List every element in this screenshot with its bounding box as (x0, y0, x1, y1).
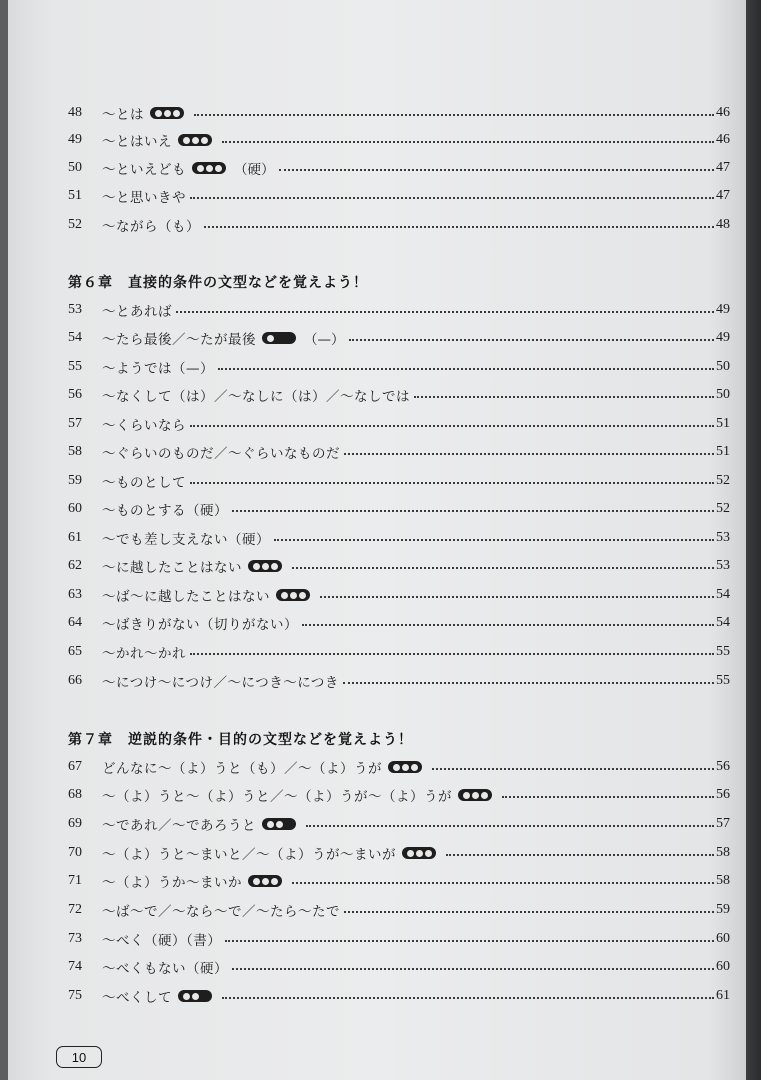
entry-page-number: 60 (716, 959, 730, 974)
entry-title: ～（よ）うか～まいか (102, 875, 242, 891)
entry-page-number: 55 (716, 644, 730, 659)
dot-leader (344, 453, 714, 455)
entry-number: 63 (68, 587, 82, 602)
entry-page-number: 50 (716, 387, 730, 402)
entry-number: 54 (68, 330, 82, 345)
level-dot (271, 878, 278, 885)
toc-entry[interactable] (68, 669, 730, 693)
level-dot (411, 764, 418, 771)
level-dots-icon (276, 589, 310, 601)
toc-entry[interactable] (68, 128, 730, 152)
entry-page-number: 54 (716, 587, 730, 602)
entry-number: 61 (68, 530, 82, 545)
toc-entry[interactable] (68, 526, 730, 550)
toc-entry[interactable] (68, 497, 730, 521)
toc-entry[interactable] (68, 469, 730, 493)
entry-number: 65 (68, 644, 82, 659)
dot-leader (204, 226, 714, 228)
level-dot (192, 993, 199, 1000)
entry-number: 64 (68, 615, 82, 630)
dot-leader (292, 567, 714, 569)
page-folio: 10 (56, 1046, 102, 1068)
entry-title: ～なくして（は）／～なしに（は）／～なしでは (102, 389, 410, 405)
dot-leader (218, 368, 714, 370)
dot-leader (222, 141, 714, 143)
entry-page-number: 52 (716, 501, 730, 516)
entry-title: ～くらいなら (102, 418, 186, 434)
toc-entry[interactable] (68, 783, 730, 807)
level-dot (472, 792, 479, 799)
toc-entry[interactable] (68, 101, 730, 125)
level-dot (183, 993, 190, 1000)
toc-entry[interactable] (68, 184, 730, 208)
entry-title: ～ぐらいのものだ／～ぐらいなものだ (102, 446, 340, 462)
entry-page-number: 46 (716, 132, 730, 147)
entry-number: 50 (68, 160, 82, 175)
entry-title: ～と思いきや (102, 190, 186, 206)
level-dots-icon (248, 560, 282, 572)
dot-leader (344, 911, 714, 913)
entry-title: ～ものとする（硬） (102, 503, 228, 519)
level-dot (173, 110, 180, 117)
entry-title: ～でも差し支えない（硬） (102, 532, 270, 548)
level-dots-icon (458, 789, 492, 801)
toc-entry[interactable] (68, 869, 730, 893)
entry-page-number: 48 (716, 217, 730, 232)
entry-page-number: 61 (716, 988, 730, 1003)
entry-page-number: 58 (716, 845, 730, 860)
entry-number: 73 (68, 931, 82, 946)
dot-leader (190, 197, 714, 199)
entry-title: ～ば～で／～なら～で／～たら～たで (102, 904, 340, 920)
toc-entry[interactable] (68, 898, 730, 922)
toc-entry[interactable] (68, 755, 730, 779)
dot-leader (225, 940, 714, 942)
entry-number: 51 (68, 188, 82, 203)
entry-title: ～かれ～かれ (102, 646, 186, 662)
level-dot (393, 764, 400, 771)
entry-number: 52 (68, 217, 82, 232)
toc-entry[interactable] (68, 440, 730, 464)
level-dot (271, 563, 278, 570)
entry-title: ～ものとして (102, 475, 186, 491)
level-dot (299, 592, 306, 599)
entry-page-number: 57 (716, 816, 730, 831)
level-dot (267, 821, 274, 828)
dot-leader (414, 396, 714, 398)
entry-number: 57 (68, 416, 82, 431)
level-dot (192, 137, 199, 144)
entry-page-number: 53 (716, 558, 730, 573)
level-dot (285, 335, 292, 342)
dot-leader (190, 653, 714, 655)
dot-leader (176, 311, 714, 313)
level-dot (206, 165, 213, 172)
entry-number: 59 (68, 473, 82, 488)
dot-leader (190, 482, 714, 484)
toc-entry[interactable] (68, 554, 730, 578)
level-dot (463, 792, 470, 799)
level-dots-icon (178, 990, 212, 1002)
chapter-heading: 第７章 逆説的条件・目的の文型などを覚えよう！ (68, 732, 413, 748)
dot-leader (446, 854, 714, 856)
entry-page-number: 52 (716, 473, 730, 488)
toc-entry[interactable] (68, 640, 730, 664)
level-dots-icon (192, 162, 226, 174)
book-spine-edge (746, 0, 761, 1080)
toc-page (8, 0, 746, 1080)
entry-title: ～（よ）うと～（よ）うと／～（よ）うが～（よ）うが (102, 789, 452, 805)
entry-page-number: 49 (716, 302, 730, 317)
entry-title: ～ながら（も） (102, 219, 200, 235)
entry-page-number: 56 (716, 759, 730, 774)
level-dot (407, 850, 414, 857)
entry-title: ～に越したことはない (102, 560, 242, 576)
toc-entry[interactable] (68, 955, 730, 979)
dot-leader (292, 882, 714, 884)
entry-page-number: 47 (716, 160, 730, 175)
level-dot (416, 850, 423, 857)
entry-title: ～であれ／～であろうと (102, 818, 256, 834)
entry-page-number: 51 (716, 444, 730, 459)
toc-entry[interactable] (68, 841, 730, 865)
entry-number: 53 (68, 302, 82, 317)
entry-number: 70 (68, 845, 82, 860)
entry-number: 75 (68, 988, 82, 1003)
level-dot (201, 137, 208, 144)
dot-leader (343, 682, 714, 684)
entry-number: 72 (68, 902, 82, 917)
entry-note: （—） (304, 332, 345, 348)
entry-page-number: 46 (716, 105, 730, 120)
dot-leader (274, 539, 714, 541)
dot-leader (222, 997, 714, 999)
level-dot (253, 878, 260, 885)
entry-title: ～といえども (102, 162, 186, 178)
entry-number: 48 (68, 105, 82, 120)
entry-number: 67 (68, 759, 82, 774)
level-dot (276, 821, 283, 828)
entry-page-number: 51 (716, 416, 730, 431)
entry-page-number: 60 (716, 931, 730, 946)
entry-title: ～たら最後／～たが最後 (102, 332, 256, 348)
level-dots-icon (150, 107, 184, 119)
level-dot (267, 335, 274, 342)
level-dot (183, 137, 190, 144)
entry-title: ～とは (102, 107, 144, 123)
entry-title: ～ようでは（—） (102, 361, 214, 377)
dot-leader (194, 114, 714, 116)
level-dot (481, 792, 488, 799)
level-dots-icon (262, 818, 296, 830)
level-dot (164, 110, 171, 117)
entry-page-number: 59 (716, 902, 730, 917)
entry-page-number: 50 (716, 359, 730, 374)
entry-title: ～（よ）うと～まいと／～（よ）うが～まいが (102, 847, 396, 863)
level-dots-icon (248, 875, 282, 887)
level-dot (155, 110, 162, 117)
level-dot (290, 592, 297, 599)
toc-entry[interactable] (68, 984, 730, 1008)
level-dot (197, 165, 204, 172)
entry-number: 60 (68, 501, 82, 516)
entry-number: 71 (68, 873, 82, 888)
entry-title: ～ばきりがない（切りがない） (102, 617, 298, 633)
toc-entry[interactable] (68, 611, 730, 635)
toc-entry[interactable] (68, 383, 730, 407)
toc-entry[interactable] (68, 298, 730, 322)
chapter-heading: 第６章 直接的条件の文型などを覚えよう！ (68, 275, 368, 291)
level-dots-icon (178, 134, 212, 146)
level-dot (285, 821, 292, 828)
level-dot (262, 878, 269, 885)
dot-leader (232, 968, 714, 970)
level-dot (402, 764, 409, 771)
entry-note: （硬） (234, 162, 275, 178)
entry-number: 66 (68, 673, 82, 688)
dot-leader (349, 339, 715, 341)
dot-leader (232, 510, 714, 512)
dot-leader (306, 825, 714, 827)
entry-page-number: 58 (716, 873, 730, 888)
entry-title: ～べくもない（硬） (102, 961, 228, 977)
dot-leader (432, 768, 714, 770)
level-dot (253, 563, 260, 570)
level-dot (262, 563, 269, 570)
dot-leader (302, 624, 714, 626)
toc-entry[interactable] (68, 583, 730, 607)
entry-number: 55 (68, 359, 82, 374)
entry-number: 49 (68, 132, 82, 147)
entry-number: 68 (68, 787, 82, 802)
toc-entry[interactable] (68, 355, 730, 379)
entry-title: ～とあれば (102, 304, 172, 320)
entry-title: ～とはいえ (102, 134, 172, 150)
entry-number: 56 (68, 387, 82, 402)
toc-entry[interactable] (68, 812, 730, 836)
entry-number: 69 (68, 816, 82, 831)
toc-entry[interactable] (68, 326, 730, 350)
entry-number: 62 (68, 558, 82, 573)
entry-number: 58 (68, 444, 82, 459)
level-dots-icon (402, 847, 436, 859)
entry-page-number: 55 (716, 673, 730, 688)
entry-title: ～につけ～につけ／～につき～につき (102, 675, 339, 691)
entry-title: ～べくして (102, 990, 172, 1006)
level-dot (425, 850, 432, 857)
toc-entry[interactable] (68, 412, 730, 436)
level-dot (201, 993, 208, 1000)
entry-title: ～ば～に越したことはない (102, 589, 270, 605)
toc-entry[interactable] (68, 927, 730, 951)
entry-title: ～べく（硬）（書） (102, 933, 222, 949)
entry-page-number: 53 (716, 530, 730, 545)
entry-page-number: 56 (716, 787, 730, 802)
dot-leader (320, 596, 714, 598)
level-dot (215, 165, 222, 172)
level-dots-icon (388, 761, 422, 773)
toc-entry[interactable] (68, 213, 730, 237)
dot-leader (190, 425, 714, 427)
dot-leader (279, 169, 715, 171)
entry-page-number: 47 (716, 188, 730, 203)
entry-page-number: 54 (716, 615, 730, 630)
entry-page-number: 49 (716, 330, 730, 345)
entry-number: 74 (68, 959, 82, 974)
dot-leader (502, 796, 714, 798)
level-dot (281, 592, 288, 599)
level-dot (276, 335, 283, 342)
toc-entry[interactable] (68, 156, 730, 180)
entry-title: どんなに～（よ）うと（も）／～（よ）うが (102, 761, 382, 777)
level-dots-icon (262, 332, 296, 344)
